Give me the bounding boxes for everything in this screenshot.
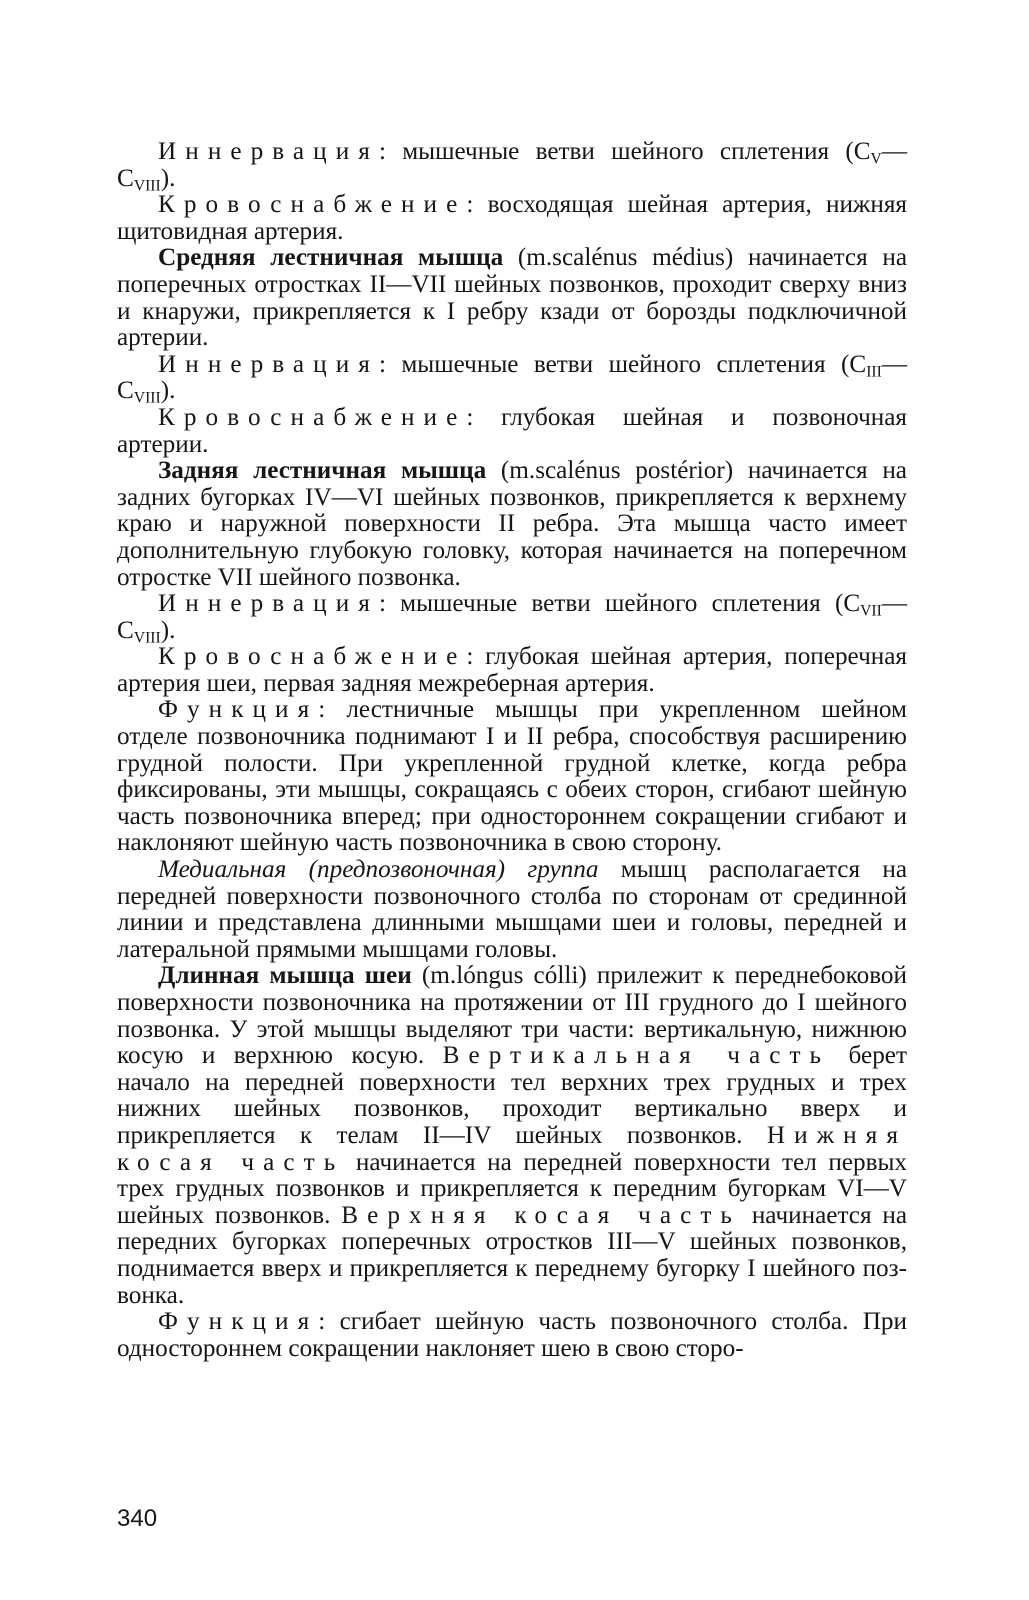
- text-run: —C: [117, 350, 907, 405]
- text-run: ).: [160, 616, 176, 644]
- paragraph-p5: [117, 405, 907, 458]
- spaced-text: Иннервация: [158, 350, 379, 378]
- spaced-text: Иннервация: [158, 138, 379, 165]
- paragraph-p7: [117, 590, 907, 647]
- spaced-text: Кровоснабжение: [158, 403, 467, 431]
- text-run: : лестничные мышцы при укрепленном шейном отделе позвоночника поднимают I и II ребра, способствуя расширению грудной полости. При укрепленной грудной клетке, когда ребра фиксированы, эти мышцы, сокращаясь с обеих сторон, сгибают шейную часть позвоночника вперед; при одностороннем сокращении сгибают и наклоняют шейную часть позвоночника в свою сторону.: [117, 696, 907, 857]
- spaced-text: Вертикальная часть: [442, 1042, 831, 1070]
- paragraph-p11: [117, 963, 907, 1309]
- text-run: начинается на передней поверхности тел первых трех грудных позвонков и прикрепляется к передним бугоркам VI—V шейных позвонков.: [117, 1148, 907, 1229]
- subscript: VIII: [133, 176, 161, 194]
- text-run: ).: [160, 377, 176, 405]
- paragraph-p9: [117, 697, 907, 857]
- text-run: начинается на передних бугорках поперечных отростков III—V шейных позвонков, поднимается вверх и прикрепляется к переднему бугорку I шейного позвонка.: [117, 1201, 907, 1309]
- spaced-text: Функция: [158, 696, 319, 724]
- spaced-text: Кровоснабжение: [158, 191, 467, 219]
- text-run: : восходящая шейная артерия, нижняя щитовидная артерия.: [117, 191, 907, 245]
- subscript: VII: [860, 602, 882, 620]
- subscript: VIII: [133, 389, 161, 407]
- text-run: : мышечные ветви шейного сплетения (C: [378, 590, 861, 618]
- text-run: ).: [160, 164, 176, 192]
- subscript: III: [866, 363, 882, 381]
- spaced-text: Верхняя косая часть: [341, 1201, 741, 1229]
- paragraph-p8: [117, 644, 907, 697]
- text-run: —C: [117, 590, 907, 644]
- page-number: 340: [117, 1505, 158, 1532]
- paragraph-p1: [117, 139, 907, 192]
- spaced-text: Иннервация: [158, 590, 379, 618]
- paragraph-p2: [117, 192, 907, 245]
- text-run: : мышечные ветви шейного сплетения (C: [378, 138, 871, 165]
- spaced-text: Нижняя косая часть: [117, 1121, 907, 1176]
- subscript: V: [870, 150, 882, 168]
- page-body: [117, 139, 907, 1362]
- paragraph-p10: [117, 857, 907, 963]
- text-run: (m.scalénus médius) начинается на поперечных отростках II—VII шейных позвонков, проходит сверху вниз и кнаружи, прикрепляется к I ребру кзади от борозды подключичной артерии.: [117, 244, 907, 352]
- spaced-text: Функция: [158, 1308, 319, 1336]
- paragraph-p4: [117, 352, 907, 405]
- text-run: : глубокая шейная и позвоночная артерии.: [117, 403, 907, 458]
- text-run: : мышечные ветви шейного сплетения (C: [378, 350, 867, 378]
- spaced-text: Кровоснабжение: [158, 643, 467, 671]
- bold-text: Задняя лестничная мышца: [158, 457, 487, 485]
- text-run: (m.scalénus postérior) начинается на задних бугорках IV—VI шейных позвонков, прикрепляется к верхнему краю и наружной поверхности II ребра. Эта мышца часто имеет дополнительную глубокую головку, которая начинается на поперечном отростке VII шейного позвонка.: [117, 457, 907, 591]
- paragraph-p3: [117, 245, 907, 351]
- bold-text: Длинная мышца шеи: [158, 962, 412, 990]
- text-run: мышц располагается на передней поверхности позвоночного столба по сторонам от срединной линии и представлена длинными мышцами шеи и головы, передней и латеральной прямыми мышцами головы.: [117, 856, 908, 963]
- text-run: берет начало на передней поверхности тел верхних трех грудных и трех нижних шейных позвонков, проходит вертикально вверх и прикрепляется к телам II—IV шейных позвонков.: [117, 1042, 907, 1149]
- text-run: : глубокая шейная артерия, поперечная артерия шеи, первая задняя межреберная артерия.: [117, 643, 907, 697]
- subscript: VIII: [133, 629, 161, 647]
- text-run: : сгибает шейную часть позвоночного столба. При одностороннем сокращении наклоняет шею в свою сторо-: [117, 1308, 907, 1362]
- paragraph-p6: [117, 458, 907, 591]
- paragraph-p12: [117, 1309, 907, 1362]
- bold-text: Средняя лестничная мышца: [158, 244, 504, 272]
- text-run: (m.lóngus cólli) прилежит к переднебоковой поверхности позвоночника на протяжении от III грудного до I шейного позвонка. У этой мышцы выделяют три части: вертикальную, нижнюю косую и верхнюю косую.: [117, 962, 907, 1070]
- italic-text: Медиальная (предпозвоночная) группа: [158, 856, 599, 884]
- text-run: —C: [117, 138, 907, 192]
